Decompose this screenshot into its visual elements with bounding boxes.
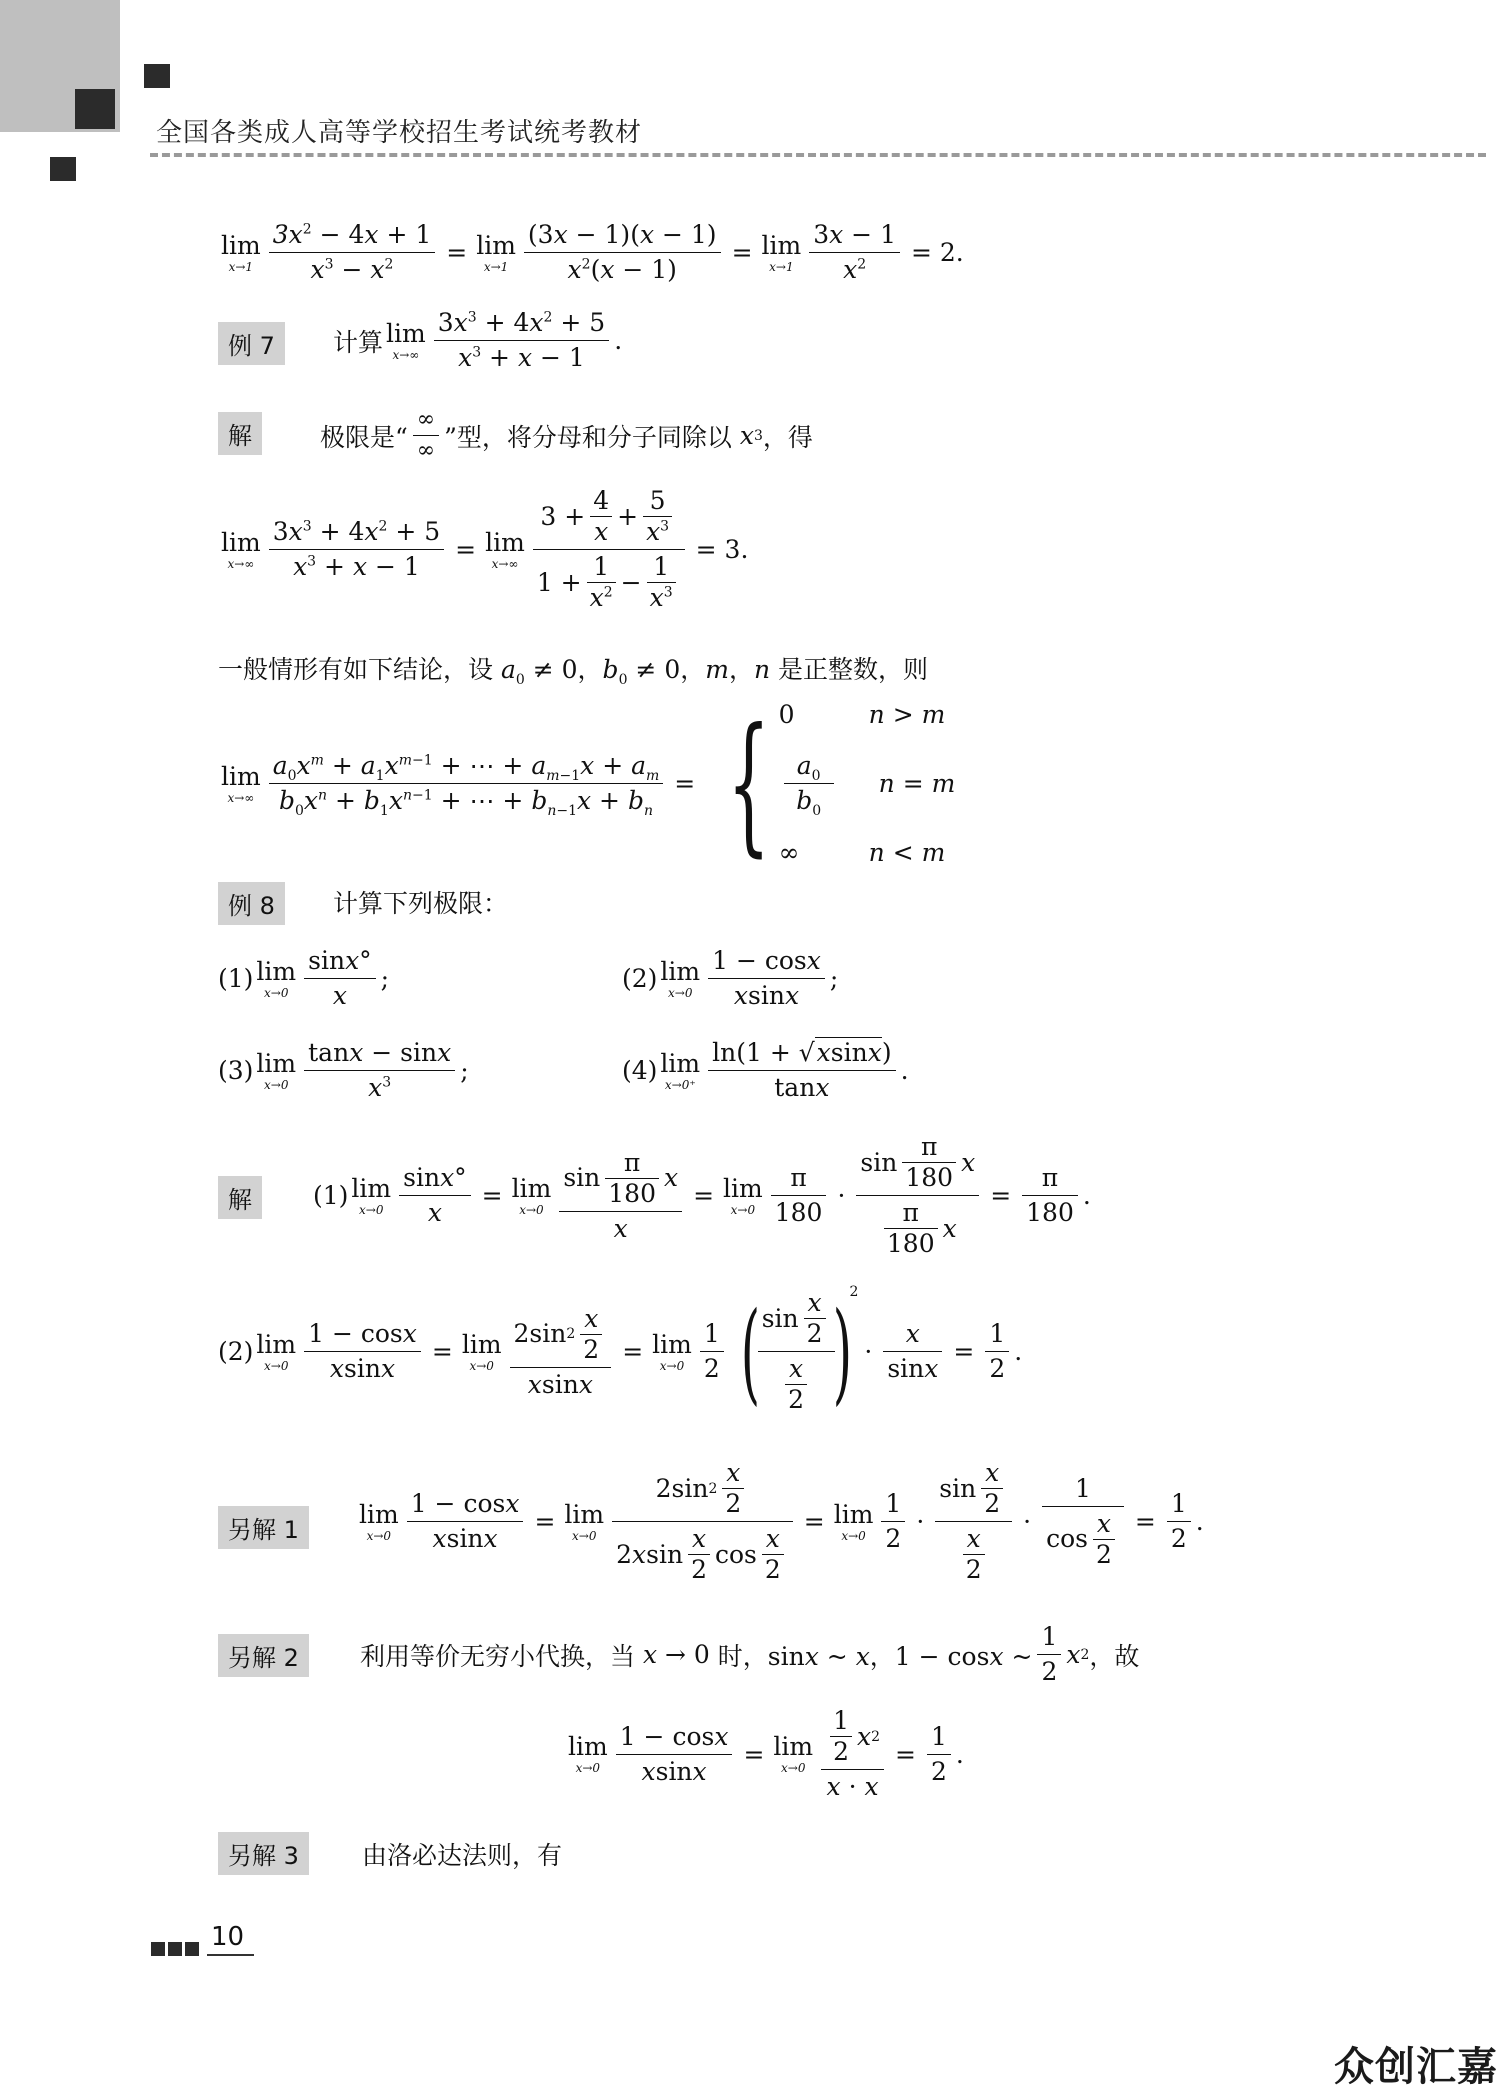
alt-solution-3-text: 由洛必达法则，有 xyxy=(362,1841,563,1870)
example-7-question: 计算 lim x→∞ $\frac{3x^3 + 4x^2 + 5}{x^3 + x - 1}$ . xyxy=(333,308,623,372)
part-label: (2) xyxy=(218,1337,254,1366)
part-label: (1) xyxy=(313,1181,349,1210)
header-square xyxy=(75,89,115,129)
example-8-part-3: (3) lim x→0 $\frac{\tan x - \sin x}{x^3}$ ; xyxy=(218,1038,469,1102)
example-8-label: 例 8 xyxy=(218,882,285,925)
page-footer xyxy=(151,1922,254,1956)
part-label: (3) xyxy=(218,1056,254,1085)
header-square xyxy=(50,157,76,181)
solution-7-text: 极限是“ $\frac{\infty}{\infty}$ ”型，将分母和分子同除以 x 3 ，得 xyxy=(320,407,813,464)
example-8-part-4: (4) lim x→0⁺ $\frac{\ln(1 + √xsinx)}{\tan x}$ . xyxy=(622,1038,909,1102)
example-7-label: 例 7 xyxy=(218,322,285,365)
solution-7-text-a: 极限是“ xyxy=(320,422,408,452)
solution-label: 解 xyxy=(218,412,262,455)
solution-7-text-c: ，得 xyxy=(762,422,813,452)
example-7-text: 计算 xyxy=(333,327,384,357)
general-text: 一般情形有如下结论，设 $a_0 \ne 0$，$b_0 \ne 0$，m，n 是正整数，则 xyxy=(218,650,928,686)
part-label: (4) xyxy=(622,1056,658,1085)
part-label: (1) xyxy=(218,964,254,993)
alt-solution-2-equation: lim x→0 $\frac{1 - \cos x}{xsinx}$ = lim x→0 $\frac{1}{2}$ x 2 x · x = $\frac{1}{2}$ . xyxy=(568,1706,964,1801)
header-title: 全国各类成人高等学校招生考试统考教材 xyxy=(156,118,643,148)
part-label: (2) xyxy=(622,964,658,993)
alt-solution-2-text-c: ，故 xyxy=(1089,1641,1140,1671)
page-number: 10 xyxy=(207,1922,254,1956)
solution-7-text-b: ”型，将分母和分子同除以 xyxy=(444,422,732,452)
general-text-a: 一般情形有如下结论，设 xyxy=(218,655,494,684)
footer-square xyxy=(168,1942,182,1956)
alt-solution-1-equation: lim x→0 $\frac{1 - \cos x}{xsinx}$ = lim x→0 2sin 2 $\frac{x}{2}$ 2 x sin $\frac{x}{2}$ cos $\frac{x}{2}$ = lim x→0 $\frac{1}{2}$ · sin $\frac{x}{2}$ $\frac{x}{2}$ · 1 cos $\frac{x}{2}$ = $\frac{1}{2}$ . xyxy=(359,1458,1204,1584)
header-square xyxy=(144,64,170,88)
solution-8-part-1: (1) lim x→0 $\frac{\sin x^\circ}{x}$ = lim x→0 sin $\frac{\pi}{180}$ x x = lim x→0 $\frac{\pi}{180}$ · sin $\frac{\pi}{180}$ x $\frac{\pi}{180}$ x = $\frac{\pi}{180}$ . xyxy=(313,1132,1091,1258)
general-text-b: 是正整数，则 xyxy=(778,655,929,684)
solution-8-part-2: (2) lim x→0 $\frac{1 - \cos x}{xsinx}$ = lim x→0 2sin 2 $\frac{x}{2}$ xsinx = lim x→0 $\frac{1}{2}$ ( sin $\frac{x}{2}$ $\frac{x}{2}$ ) 2 · $\frac{x}{\sin x}$ = $\frac{1}{2}$ . xyxy=(218,1284,1023,1416)
header-dashed-rule xyxy=(150,153,1486,157)
alt-solution-2-text: 利用等价无穷小代换，当 x → 0 时， sinx ~ x，1 − cosx ~ $\frac{1}{2}$ x 2 ，故 xyxy=(360,1622,1140,1686)
alt-solution-2-text-a: 利用等价无穷小代换，当 xyxy=(360,1641,636,1671)
example-8-part-2: (2) lim x→0 $\frac{1 - \cos x}{xsinx}$ ; xyxy=(622,946,839,1010)
solution-label: 解 xyxy=(218,1176,262,1219)
footer-square xyxy=(185,1942,199,1956)
example-8-question: 计算下列极限： xyxy=(333,889,509,918)
watermark-logo: 众创汇嘉 xyxy=(1334,2044,1498,2090)
equation-limit-7: lim x→∞ $\frac{3x^3 + 4x^2 + 5}{x^3 + x - 1}$ = lim x→∞ 3 + $\frac{4}{x}$ + $\frac{5}{x^3}$ 1 + $\frac{1}{x^2}$ − $\frac{1}{x^3}$ = 3. xyxy=(221,486,749,612)
equation-general: lim x→∞ $\frac{a_0x^m + a_1x^{m-1} + \cdots + a_{m-1}x + a_m}{b_0x^n + b_1x^{n-1} + \cdots + b_{n-1}x + b_n}$ = { 0 n > m $\frac{a_0}{b_0}$ n = m ∞ n < m xyxy=(221,696,956,871)
example-8-part-1: (1) lim x→0 $\frac{\sin x^\circ}{x}$ ; xyxy=(218,946,390,1010)
alt-solution-2-text-b: 时， xyxy=(717,1641,768,1671)
equation-limit-1: lim x→1 $\frac{3x^2 - 4x + 1}{x^3 - x^2}$ = lim x→1 $\frac{(3x - 1)(x - 1)}{x^2(x - 1)}$ = lim x→1 $\frac{3x - 1}{x^2}$ = 2. xyxy=(221,220,964,284)
footer-square xyxy=(151,1942,165,1956)
alt-solution-3-label: 另解 3 xyxy=(218,1832,309,1875)
alt-solution-2-label: 另解 2 xyxy=(218,1634,309,1677)
alt-solution-1-label: 另解 1 xyxy=(218,1506,309,1549)
